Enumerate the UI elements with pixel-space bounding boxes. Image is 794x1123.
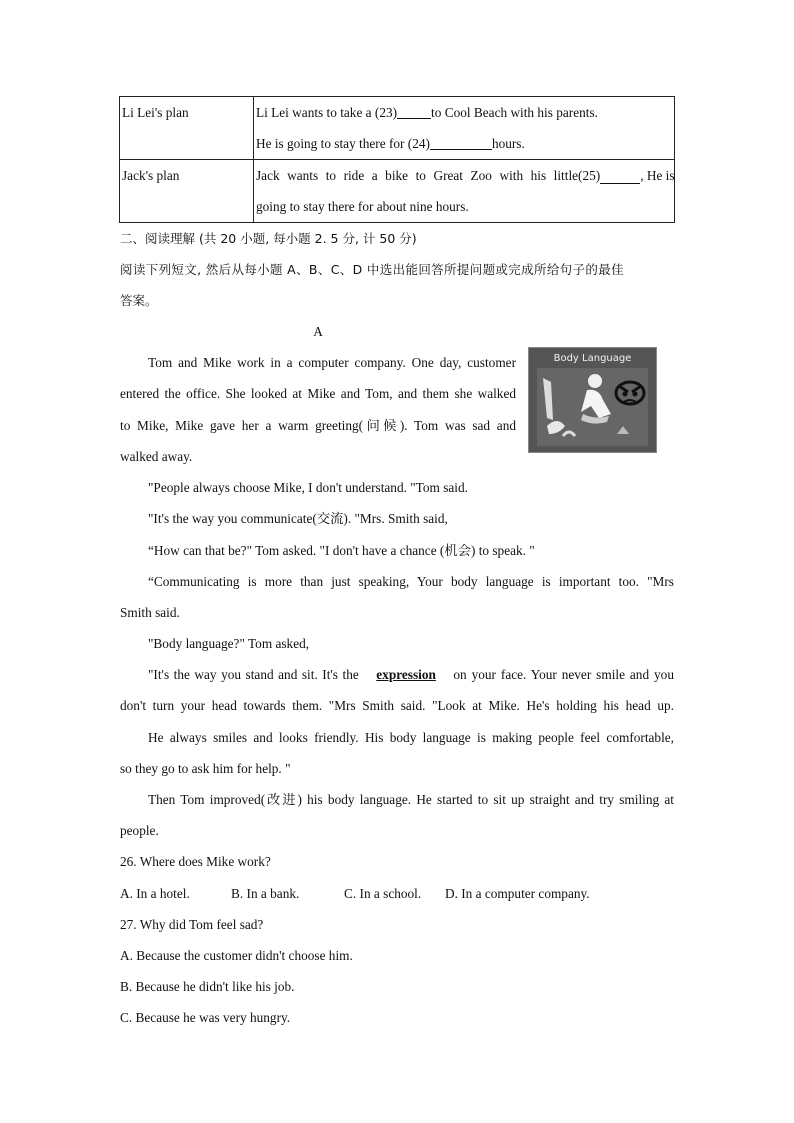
body-language-image <box>528 347 657 453</box>
table-cell-plan <box>254 160 675 223</box>
plan-text: going to stay there for about nine hours. <box>256 199 469 214</box>
passage-line: Tom and Mike work in a computer company. One day, customer <box>148 355 516 370</box>
passage-line: Then Tom improved(改进) his body language. He started to sit up straight and try smiling at <box>148 792 674 807</box>
image-title: Body Language <box>553 353 632 364</box>
option-a: A. In a hotel. <box>120 886 190 901</box>
passage-line: walked away. <box>120 449 193 464</box>
table-cell-plan <box>254 97 675 160</box>
section-instruction: 答案。 <box>120 293 158 308</box>
table-cell-name: Jack's plan <box>120 160 254 223</box>
plan-text: hours. <box>491 136 525 151</box>
passage-line: don't turn your head towards them. "Mrs Smith said. "Look at Mike. He's holding his head up. <box>120 698 674 713</box>
answer-blank-23 <box>397 103 431 119</box>
section-heading: 二、阅读理解 (共 20 小题, 每小题 2. 5 分, 计 50 分) <box>120 231 417 246</box>
plan-text: to Cool Beach with his parents. <box>431 105 598 120</box>
illustration-icon <box>529 348 656 452</box>
plan-text: Li Lei wants to take a (23) <box>256 105 398 120</box>
option-b: B. In a bank. <box>231 886 300 901</box>
option-b: B. Because he didn't like his job. <box>120 979 295 994</box>
passage-line: entered the office. She looked at Mike and Tom, and them she walked <box>120 386 516 401</box>
passage-line: "It's the way you communicate(交流). "Mrs. Smith said, <box>148 511 448 526</box>
passage-line: “How can that be?" Tom asked. "I don't have a chance (机会) to speak. " <box>148 543 535 558</box>
passage-line: to Mike, Mike gave her a warm greeting(问候). Tom was sad and <box>120 418 516 433</box>
passage-text: on your face. Your never smile and you <box>453 667 674 682</box>
passage-line <box>148 665 674 685</box>
passage-line: "People always choose Mike, I don't understand. "Tom said. <box>148 480 468 495</box>
section-instruction: 阅读下列短文, 然后从每小题 A、B、C、D 中选出能回答所提问题或完成所给句子的最佳 <box>120 262 624 277</box>
plan-text: Jack wants to ride a bike to Great Zoo with his little(25) <box>256 168 601 183</box>
table-row <box>120 160 675 223</box>
option-d: D. In a computer company. <box>445 886 590 901</box>
passage-line: “Communicating is more than just speaking, Your body language is important too. "Mrs <box>148 574 674 589</box>
passage-label: A <box>313 324 323 339</box>
passage-line: "Body language?" Tom asked, <box>148 636 310 651</box>
table-cell-name: Li Lei's plan <box>120 97 254 160</box>
answer-blank-25 <box>600 168 640 184</box>
answer-blank-24 <box>430 134 492 150</box>
passage-line: Smith said. <box>120 605 180 620</box>
question-27: 27. Why did Tom feel sad? <box>120 917 264 932</box>
option-a: A. Because the customer didn't choose him. <box>120 948 353 963</box>
passage-line: so they go to ask him for help. " <box>120 761 291 776</box>
option-c: C. In a school. <box>344 886 422 901</box>
passage-line: people. <box>120 823 159 838</box>
plan-text: He is going to stay there for (24) <box>256 136 430 151</box>
question-26: 26. Where does Mike work? <box>120 854 271 869</box>
highlighted-word: expression <box>376 667 436 682</box>
passage-line: He always smiles and looks friendly. His body language is making people feel comfortable, <box>148 730 674 745</box>
plan-text: , He is <box>640 168 675 183</box>
table-row <box>120 97 675 160</box>
option-c: C. Because he was very hungry. <box>120 1010 291 1025</box>
plans-table <box>119 96 675 223</box>
passage-text: "It's the way you stand and sit. It's the <box>148 667 359 682</box>
